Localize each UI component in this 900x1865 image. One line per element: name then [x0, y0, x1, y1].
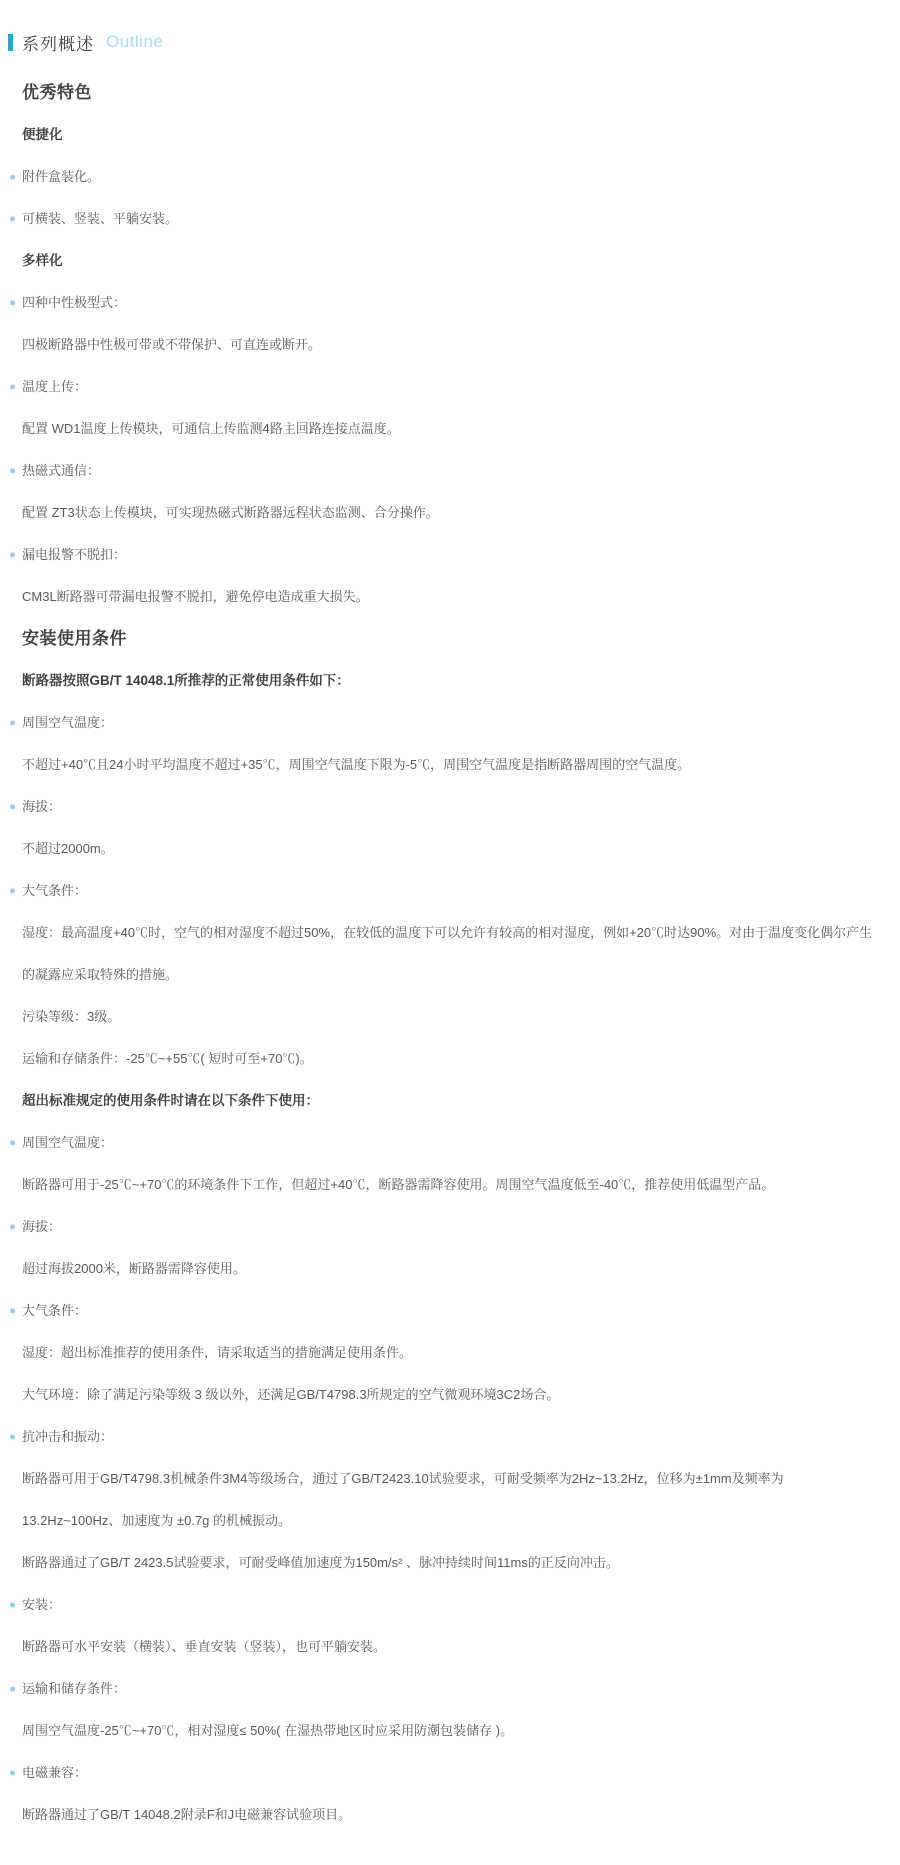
paragraph: 不超过+40℃且24小时平均温度不超过+35℃，周围空气温度下限为-5℃，周围空气温度是指断路器周围的空气温度。: [22, 757, 691, 772]
bullet-item: [22, 450, 882, 492]
bullet-dot-icon: [10, 1687, 15, 1692]
bullet-text: 海拔：: [22, 799, 62, 814]
bullet-item: [22, 282, 882, 324]
bullet-dot-icon: [10, 469, 15, 474]
bullet-dot-icon: [10, 721, 15, 726]
paragraph: 湿度：超出标准推荐的使用条件，请采取适当的措施满足使用条件。: [22, 1345, 413, 1360]
bullet-item: [22, 786, 882, 828]
bullet-dot-icon: [10, 301, 15, 306]
bullet-text: 抗冲击和振动：: [22, 1429, 114, 1444]
bullet-item: [22, 1290, 882, 1332]
bullet-item: [22, 1584, 882, 1626]
section-title-en: Outline: [106, 32, 164, 51]
section-header: [8, 30, 882, 54]
bullet-item: [22, 156, 882, 198]
bullet-dot-icon: [10, 385, 15, 390]
bullet-dot-icon: [10, 1435, 15, 1440]
bullet-item: [22, 1122, 882, 1164]
sub-heading: 便捷化: [22, 127, 63, 142]
bullet-text: 安装：: [22, 1597, 62, 1612]
bullet-text: 海拔：: [22, 1219, 62, 1234]
sub-heading: 断路器按照GB/T 14048.1所推荐的正常使用条件如下：: [22, 673, 350, 688]
paragraph: 污染等级：3级。: [22, 1009, 121, 1024]
paragraph: 湿度：最高温度+40℃时，空气的相对湿度不超过50%，在较低的温度下可以允许有较高的相对湿度，例如+20℃时达90%。对由于温度变化偶尔产生的凝露应采取特殊的措施。: [22, 925, 873, 982]
paragraph: CM3L断路器可带漏电报警不脱扣，避免停电造成重大损失。: [22, 589, 369, 604]
bullet-dot-icon: [10, 1771, 15, 1776]
bullet-text: 大气条件：: [22, 1303, 88, 1318]
bullet-dot-icon: [10, 1603, 15, 1608]
bullet-item: [22, 534, 882, 576]
bullet-dot-icon: [10, 1225, 15, 1230]
bullet-text: 漏电报警不脱扣：: [22, 547, 127, 562]
bullet-item: [22, 702, 882, 744]
bullet-dot-icon: [10, 1141, 15, 1146]
section-heading: 优秀特色: [22, 83, 92, 102]
sub-heading: 超出标准规定的使用条件时请在以下条件下使用：: [22, 1093, 319, 1108]
bullet-text: 可横装、竖装、平躺安装。: [22, 211, 179, 226]
bullet-item: [22, 198, 882, 240]
bullet-text: 周围空气温度：: [22, 715, 114, 730]
bullet-dot-icon: [10, 553, 15, 558]
paragraph: 超过海拔2000米，断路器需降容使用。: [22, 1261, 246, 1276]
bullet-text: 电磁兼容：: [22, 1765, 88, 1780]
paragraph: 断路器可用于GB/T4798.3机械条件3M4等级场合，通过了GB/T2423.10试验要求，可耐受频率为2Hz~13.2Hz，位移为±1mm及频率为13.2Hz~100Hz、加速度为 ±0.7g 的机械振动。: [22, 1471, 784, 1528]
sub-heading: 多样化: [22, 253, 63, 268]
paragraph: 配置 ZT3状态上传模块，可实现热磁式断路器远程状态监测、合分操作。: [22, 505, 439, 520]
bullet-text: 温度上传：: [22, 379, 88, 394]
bullet-text: 附件盒装化。: [22, 169, 101, 184]
paragraph: 不超过2000m。: [22, 841, 114, 856]
section-heading: 安装使用条件: [22, 629, 127, 648]
bullet-item: [22, 870, 882, 912]
bullet-dot-icon: [10, 805, 15, 810]
paragraph: 四极断路器中性极可带或不带保护、可直连或断开。: [22, 337, 322, 352]
bullet-dot-icon: [10, 889, 15, 894]
paragraph: 断路器通过了GB/T 2423.5试验要求，可耐受峰值加速度为150m/s² 、脉冲持续时间11ms的正反向冲击。: [22, 1555, 619, 1570]
paragraph: 断路器可水平安装（横装）、垂直安装（竖装），也可平躺安装。: [22, 1639, 387, 1654]
section-header-bar-icon: [8, 34, 13, 51]
bullet-item: [22, 1416, 882, 1458]
section-title-zh: 系列概述: [22, 34, 94, 54]
paragraph: 配置 WD1温度上传模块，可通信上传监测4路主回路连接点温度。: [22, 421, 400, 436]
bullet-dot-icon: [10, 1309, 15, 1314]
bullet-text: 四种中性极型式：: [22, 295, 127, 310]
bullet-text: 运输和储存条件：: [22, 1681, 127, 1696]
bullet-item: [22, 1668, 882, 1710]
paragraph: 断路器通过了GB/T 14048.2附录F和J电磁兼容试验项目。: [22, 1807, 352, 1822]
bullet-item: [22, 1752, 882, 1794]
bullet-dot-icon: [10, 217, 15, 222]
bullet-item: [22, 1206, 882, 1248]
bullet-text: 热磁式通信：: [22, 463, 101, 478]
paragraph: 运输和存储条件：-25℃~+55℃( 短时可至+70℃)。: [22, 1051, 313, 1066]
bullet-dot-icon: [10, 175, 15, 180]
bullet-item: [22, 366, 882, 408]
paragraph: 周围空气温度-25℃~+70℃，相对湿度≤ 50%( 在湿热带地区时应采用防潮包装储存 )。: [22, 1723, 514, 1738]
paragraph: 断路器可用于-25℃~+70℃的环境条件下工作，但超过+40℃，断路器需降容使用。周围空气温度低至-40℃，推荐使用低温型产品。: [22, 1177, 775, 1192]
bullet-text: 周围空气温度：: [22, 1135, 114, 1150]
content-list: [8, 72, 882, 1836]
bullet-text: 大气条件：: [22, 883, 88, 898]
paragraph: 大气环境：除了满足污染等级 3 级以外，还满足GB/T4798.3所规定的空气微观环境3C2场合。: [22, 1387, 560, 1402]
